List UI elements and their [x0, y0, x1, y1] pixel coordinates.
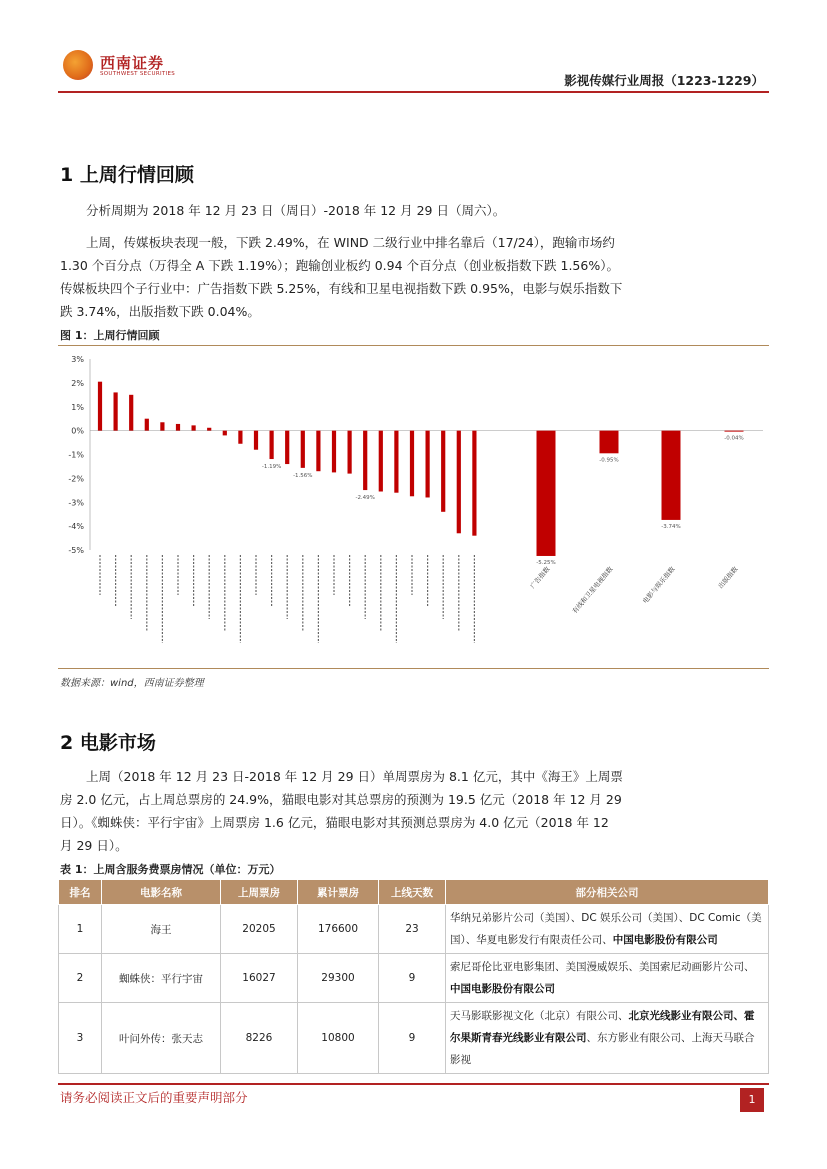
industry-bar	[270, 431, 274, 459]
industry-bar	[379, 431, 383, 492]
cell-companies	[446, 954, 769, 1003]
col-header-film: 电影名称	[102, 880, 221, 905]
data-label: -0.95%	[599, 457, 619, 464]
industry-bar	[472, 431, 476, 536]
table-row	[59, 905, 769, 954]
industry-bar	[223, 431, 227, 436]
companies-highlight: 中国电影股份有限公司	[612, 934, 718, 946]
cell-rank: 2	[59, 954, 102, 1003]
industry-bar	[348, 431, 352, 474]
x-category-label: 有线和卫星电视指数	[570, 565, 615, 616]
cell-total-box: 29300	[298, 954, 379, 1003]
cell-days: 9	[379, 954, 446, 1003]
cell-week-box: 8226	[221, 1003, 298, 1074]
footer-notice: 请务必阅读正文后的重要声明部分	[60, 1090, 248, 1105]
cell-rank: 1	[59, 905, 102, 954]
cell-companies	[446, 905, 769, 954]
cell-week-box: 16027	[221, 954, 298, 1003]
industry-bar	[301, 431, 305, 468]
x-category-label: 出版指数	[716, 565, 740, 591]
data-label: -2.49%	[355, 495, 375, 502]
table-header-row	[59, 880, 769, 905]
industry-bar	[145, 419, 149, 431]
industry-bar	[441, 431, 445, 512]
industry-bar	[129, 395, 133, 431]
box-office-table	[58, 879, 769, 1074]
industry-bar	[332, 431, 336, 473]
industry-bar	[426, 431, 430, 498]
sub-industry-bar	[662, 431, 681, 520]
section1-body	[60, 199, 625, 323]
cell-days: 23	[379, 905, 446, 954]
cell-total-box: 176600	[298, 905, 379, 954]
paragraph: 上周，传媒板块表现一般，下跌 2.49%，在 WIND 二级行业中排名靠后（17/24），跑输市场约 1.30 个百分点（万得全 A 下跌 1.19%）；跑输创业板约 0.94 个百分点（创业板指数下跌 1.56%）。传媒板块四个子行业中：广告指数下跌 5.25%，有线和卫星电视指数下跌 0.95%，电影与娱乐指数下跌 3.74%，出版指数下跌 0.04%。	[60, 235, 623, 319]
logo-text-en: SOUTHWEST SECURITIES	[100, 71, 176, 77]
section-heading-1: 1 上周行情回顾	[60, 164, 194, 186]
industry-bar	[457, 431, 461, 534]
data-label: -5.25%	[536, 559, 556, 566]
table-row	[59, 954, 769, 1003]
figure-bottom-rule	[58, 668, 769, 669]
industry-bar	[98, 382, 102, 431]
y-tick-label: -1%	[68, 450, 84, 460]
industry-bar	[114, 392, 118, 430]
header-divider	[58, 91, 769, 93]
industry-bar	[316, 431, 320, 472]
page-number: 1	[740, 1088, 764, 1112]
sub-industry-bar	[600, 431, 619, 454]
col-header-week-box: 上周票房	[221, 880, 298, 905]
cell-film: 蜘蛛侠：平行宇宙	[102, 954, 221, 1003]
y-tick-label: 1%	[71, 402, 84, 412]
bar-chart	[58, 347, 769, 667]
col-header-days: 上线天数	[379, 880, 446, 905]
data-label: -1.56%	[293, 472, 313, 479]
y-tick-label: -2%	[68, 474, 84, 484]
col-header-total-box: 累计票房	[298, 880, 379, 905]
industry-bar	[192, 425, 196, 430]
section-heading-2: 2 电影市场	[60, 732, 156, 754]
cell-film: 叶问外传：张天志	[102, 1003, 221, 1074]
cell-total-box: 10800	[298, 1003, 379, 1074]
cell-week-box: 20205	[221, 905, 298, 954]
figure-top-rule	[58, 345, 769, 346]
data-label: -1.19%	[261, 464, 282, 471]
industry-bar	[207, 428, 211, 431]
industry-bar	[363, 431, 367, 490]
industry-bar	[410, 431, 414, 497]
industry-bar	[238, 431, 242, 444]
x-category-label: 广告指数	[528, 565, 552, 591]
y-tick-label: -5%	[68, 546, 84, 555]
sub-industry-bar	[725, 431, 744, 432]
x-category-label: 电影与娱乐指数	[641, 565, 677, 606]
paragraph: 分析周期为 2018 年 12 月 23 日（周日）-2018 年 12 月 29 日（周六）。	[86, 203, 506, 218]
y-tick-label: 3%	[71, 355, 84, 364]
industry-bar	[285, 431, 289, 464]
cell-companies	[446, 1003, 769, 1074]
cell-days: 9	[379, 1003, 446, 1074]
industry-bar	[394, 431, 398, 493]
sub-industry-bar	[537, 431, 556, 556]
col-header-companies: 部分相关公司	[446, 880, 769, 905]
footer-divider	[58, 1083, 769, 1085]
companies-text: 天马影联影视文化（北京）有限公司、	[450, 1010, 629, 1022]
y-tick-label: -4%	[68, 522, 84, 532]
data-label: -3.74%	[661, 523, 681, 530]
data-label: -0.04%	[724, 435, 744, 442]
companies-highlight: 北京光线影业有限公司、霍尔果斯青春光线影业有限公司	[450, 1010, 755, 1044]
y-tick-label: 0%	[71, 426, 84, 436]
companies-text: 华纳兄弟影片公司（美国）、DC 娱乐公司（美国）、DC Comic（美国）、华夏电影发行有限责任公司、	[450, 912, 762, 946]
companies-text: 、东方影业有限公司、上海天马联合影视	[450, 1032, 755, 1066]
figure-source: 数据来源：wind，西南证券整理	[60, 678, 204, 689]
table-row	[59, 1003, 769, 1074]
logo-text-cn: 西南证券	[100, 54, 165, 72]
paragraph: 上周（2018 年 12 月 23 日-2018 年 12 月 29 日）单周票房为 8.1 亿元，其中《海王》上周票房 2.0 亿元，占上周总票房的 24.9%，猫眼电影对其总票房的预测为 19.5 亿元（2018 年 12 月 29 日）。《蜘蛛侠：平行宇宙》上周票房 1.6 亿元，猫眼电影对其预测总票房为 4.0 亿元（2018 年 12 月 29 日）。	[60, 769, 623, 853]
cell-rank: 3	[59, 1003, 102, 1074]
industry-bar	[254, 431, 258, 450]
cell-film: 海王	[102, 905, 221, 954]
companies-text: 索尼哥伦比亚电影集团、美国漫威娱乐、美国索尼动画影片公司、	[450, 961, 755, 973]
section2-body	[60, 765, 625, 857]
y-tick-label: -3%	[68, 498, 84, 508]
industry-bar	[160, 422, 164, 430]
report-title: 影视传媒行业周报（1223-1229）	[564, 73, 764, 88]
y-tick-label: 2%	[71, 378, 84, 388]
figure-title: 图 1：上周行情回顾	[60, 329, 160, 342]
industry-bar	[176, 424, 180, 431]
table-title: 表 1：上周含服务费票房情况（单位：万元）	[60, 863, 281, 876]
col-header-rank: 排名	[59, 880, 102, 905]
companies-highlight: 中国电影股份有限公司	[450, 983, 555, 995]
logo-mark	[63, 50, 93, 80]
